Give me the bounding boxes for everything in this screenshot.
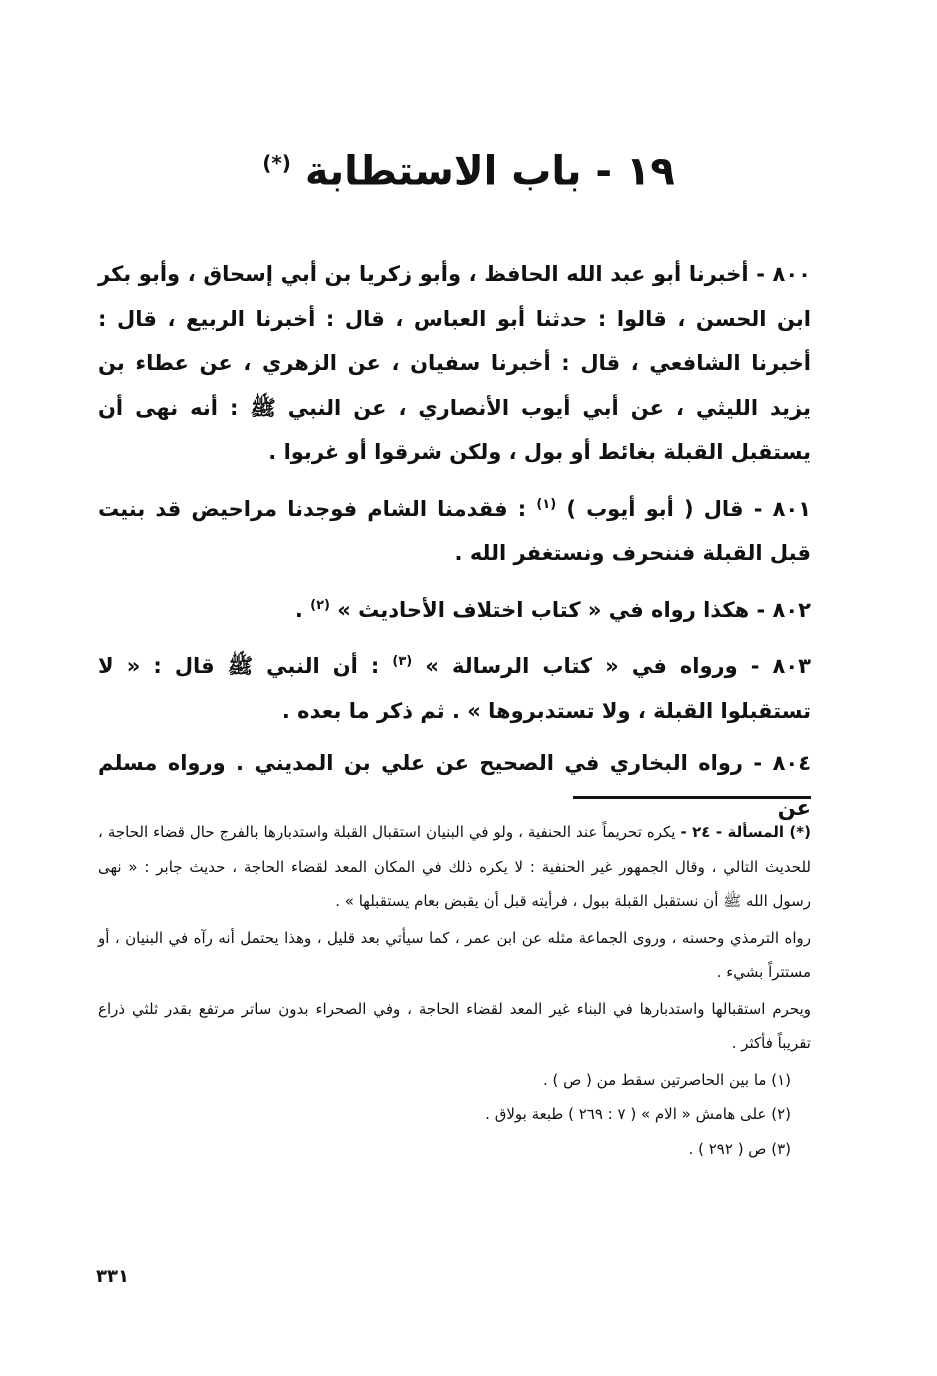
issue-text: يكره تحريماً عند الحنفية ، ولو في البنيان استقبال القبلة واستدبارها بالفرج حال قضاء الحاجة ، للحديث التالي ، وقال الجمهور غير الحنفية : لا يكره ذلك في المكان المعد لقضاء الحاجة ، حديث جابر : « نهى رسول الله ﷺ أن نستقبل القبلة ببول ، فرأيته قبل أن يقبض بعام يستقبلها » . xyxy=(98,823,811,910)
hadith-803: ٨٠٣ - ورواه في « كتاب الرسالة » $^{(٣)}$ : أن النبي ﷺ قال : « لا تستقبلوا القبلة ، ولا تستدبروها » . ثم ذكر ما بعده . xyxy=(98,654,811,723)
footnote-ref: (٢) xyxy=(310,597,330,613)
issue-note xyxy=(98,815,811,919)
chapter-dash: - xyxy=(595,148,613,195)
hadith-text: رواه البخاري في الصحيح عن علي بن المديني . ورواه مسلم عن xyxy=(98,751,811,820)
hadith-804: ٨٠٤ - رواه البخاري في الصحيح عن علي بن المديني . ورواه مسلم عن xyxy=(98,751,812,820)
hadith-text: : أن النبي ﷺ قال : « لا تستقبلوا القبلة ، ولا تستدبروها » . ثم ذكر ما بعده . xyxy=(98,654,811,723)
chapter-number: ١٩ xyxy=(625,148,675,195)
hadith-text: أخبرنا أبو عبد الله الحافظ ، وأبو زكريا بن أبي إسحاق ، وأبو بكر ابن الحسن ، قالوا : حدثنا أبو العباس ، قال : أخبرنا الربيع ، قال : أخبرنا الشافعي ، قال : أخبرنا سفيان ، عن الزهري ، عن عطاء بن يزيد الليثي ، عن أبي أيوب الأنصاري ، عن النبي ﷺ : أنه نهى أن يستقبل القبلة بغائط أو بول ، ولكن شرقوا أو غربوا . xyxy=(98,262,811,464)
chapter-name: باب الاستطابة xyxy=(304,148,582,195)
hadith-number: ٨٠٢ xyxy=(772,597,811,622)
footnote-paragraph: رواه الترمذي وحسنه ، وروى الجماعة مثله عن ابن عمر ، كما سيأتي بعد قليل ، وهذا يحتمل أنه رآه في البنيان ، أو مستتراً بشيء . xyxy=(98,928,811,981)
page-number: ٣٣١ xyxy=(96,1266,129,1287)
footnotes xyxy=(98,815,811,1166)
footnote-paragraph: ويحرم استقبالها واستدبارها في البناء غير المعد لقضاء الحاجة ، وفي الصحراء بدون ساتر مرتفع بقدر ثلثي ذراع تقريباً فأكثر . xyxy=(98,999,811,1052)
hadith-text: هكذا رواه في « كتاب اختلاف الأحاديث » xyxy=(337,597,750,622)
footnote-3: (٣) ص ( ٢٩٢ ) . xyxy=(688,1139,791,1158)
footnote-2: (٢) على هامش « الام » ( ٧ : ٢٦٩ ) طبعة بولاق . xyxy=(485,1105,791,1123)
hadith-text: قال ( أبو أيوب ) xyxy=(566,496,744,521)
hadith-number: ٨٠١ xyxy=(772,496,812,521)
issue-label: (*) المسألة - ٢٤ - xyxy=(680,823,811,841)
hadith-number: ٨٠٤ xyxy=(772,751,812,775)
footnote-1: (١) ما بين الحاصرتين سقط من ( ص ) . xyxy=(543,1070,791,1089)
footnote-ref: (٣) xyxy=(392,654,413,669)
hadith-801: ٨٠١ - قال ( أبو أيوب ) $^{(١)}$ : فقدمنا الشام فوجدنا مراحيض قد بنيت قبل القبلة فننحرف ونستغفر الله . xyxy=(98,496,812,565)
hadith-802: ٨٠٢ - هكذا رواه في « كتاب اختلاف الأحاديث » $^{(٢)}$ . xyxy=(294,597,811,622)
hadith-text: : فقدمنا الشام فوجدنا مراحيض قد بنيت قبل القبلة فننحرف ونستغفر الله . xyxy=(98,496,811,565)
hadith-800: ٨٠٠ - أخبرنا أبو عبد الله الحافظ ، وأبو زكريا بن أبي إسحاق ، وأبو بكر ابن الحسن ، قالوا : حدثنا أبو العباس ، قال : أخبرنا الربيع ، قال : أخبرنا الشافعي ، قال : أخبرنا سفيان ، عن الزهري ، عن عطاء بن يزيد الليثي ، عن أبي أيوب الأنصاري ، عن النبي ﷺ : أنه نهى أن يستقبل القبلة بغائط أو بول ، ولكن شرقوا أو غربوا . xyxy=(98,262,811,464)
chapter-footnote-marker: (*) xyxy=(262,151,291,175)
hadith-number: ٨٠٠ xyxy=(772,262,811,286)
hadith-text: . xyxy=(294,597,303,622)
hadith-text: ورواه في « كتاب الرسالة » xyxy=(425,654,738,678)
hadith-number: ٨٠٣ xyxy=(772,654,811,678)
footnote-divider xyxy=(573,796,811,799)
main-text xyxy=(98,252,811,838)
footnote-ref: (١) xyxy=(536,496,557,512)
chapter-title xyxy=(150,128,787,198)
